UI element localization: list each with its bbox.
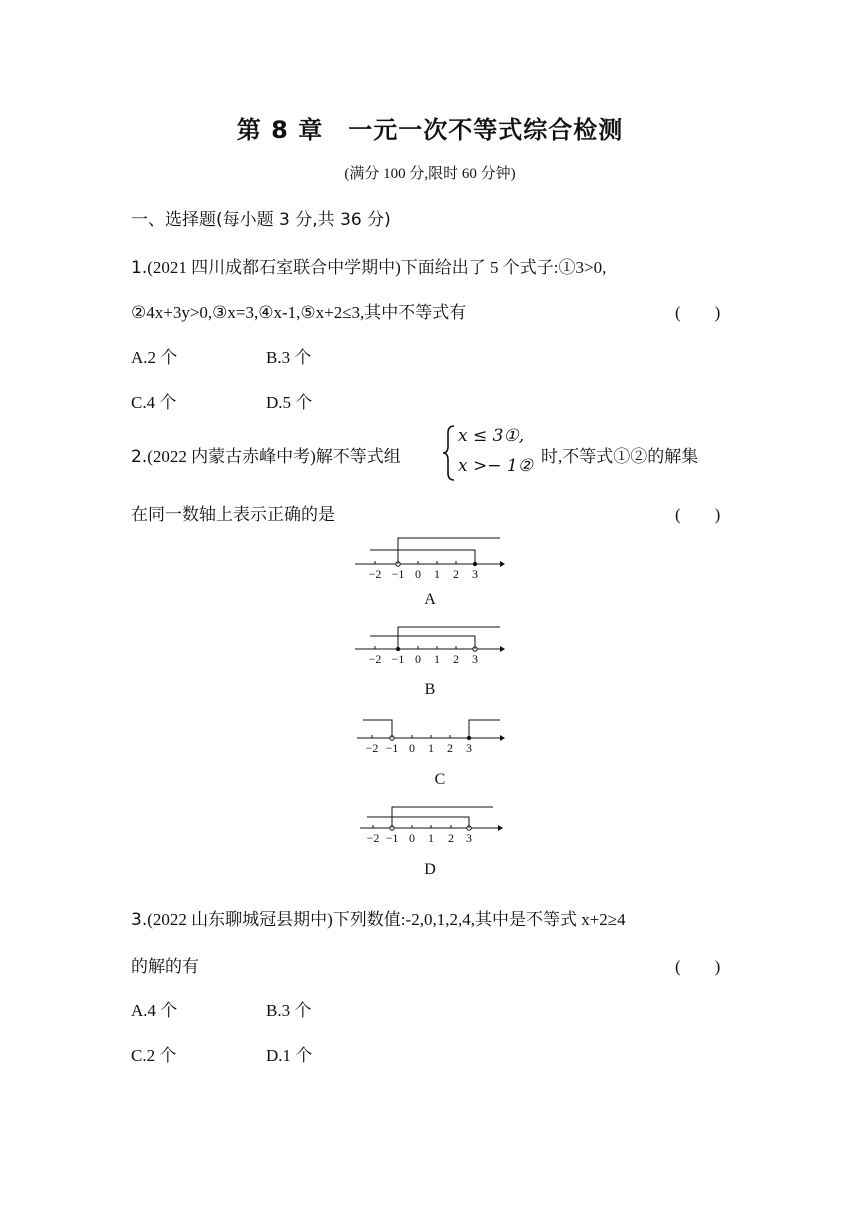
q1-answer-paren: ( ) xyxy=(675,303,721,322)
tick-label: 3 xyxy=(466,831,472,845)
q2-text-line2: 在同一数轴上表示正确的是 xyxy=(131,505,335,524)
ray-greater-than-minus-1 xyxy=(398,627,500,649)
tick-label: 1 xyxy=(434,652,440,666)
q3-option-c[interactable]: C.2 个 xyxy=(131,1046,177,1065)
q3-number: 3. xyxy=(131,910,148,930)
q2-line1-prefix xyxy=(131,442,401,467)
q1-option-b[interactable]: B.3 个 xyxy=(266,348,312,367)
tick-label: 2 xyxy=(447,741,453,755)
axis-arrow xyxy=(498,825,503,831)
q1-text-line1: (2021 四川成都石室联合中学期中)下面给出了 5 个式子:①3>0, xyxy=(147,258,607,277)
number-line-b xyxy=(350,621,510,676)
axis-arrow xyxy=(500,735,505,741)
q1-option-c[interactable]: C.4 个 xyxy=(131,393,177,412)
tick-label: −1 xyxy=(391,652,405,666)
ray-greater-than-minus-1 xyxy=(398,538,500,564)
q1-line1 xyxy=(131,253,606,278)
axis-arrow xyxy=(500,561,505,567)
tick-label: −1 xyxy=(385,831,399,845)
q1-text-line2: ②4x+3y>0,③x=3,④x-1,⑤x+2≤3,其中不等式有 xyxy=(131,303,467,322)
q1-number: 1. xyxy=(131,258,148,278)
q3-line1 xyxy=(131,905,626,930)
caption-d[interactable]: D xyxy=(424,861,436,878)
q2-system-inequality-1: x ≤ 3①, xyxy=(458,426,525,446)
number-line-c xyxy=(355,713,515,768)
q3-option-a[interactable]: A.4 个 xyxy=(131,1001,178,1020)
number-line-d xyxy=(355,801,515,856)
tick-label: 3 xyxy=(472,567,478,581)
tick-label: 1 xyxy=(428,831,434,845)
q3-text-line2: 的解的有 xyxy=(131,957,199,976)
tick-label: −2 xyxy=(368,652,382,666)
q1-option-d[interactable]: D.5 个 xyxy=(266,393,313,412)
axis-arrow xyxy=(500,646,505,652)
caption-b[interactable]: B xyxy=(424,681,436,698)
tick-label: 1 xyxy=(434,567,440,581)
tick-label: 3 xyxy=(466,741,472,755)
page-subtitle: (满分 100 分,限时 60 分钟) xyxy=(344,166,516,182)
tick-label: 2 xyxy=(453,567,459,581)
ray-less-equal-3 xyxy=(370,636,475,649)
caption-c[interactable]: C xyxy=(434,771,446,788)
tick-label: 1 xyxy=(428,741,434,755)
tick-label: −1 xyxy=(385,741,399,755)
number-line-a xyxy=(350,530,510,585)
ray-less-than-minus-1 xyxy=(363,720,392,738)
q3-text-line1: (2022 山东聊城冠县期中)下列数值:-2,0,1,2,4,其中是不等式 x+2≥4 xyxy=(147,910,626,929)
section-heading: 一、选择题(每小题 3 分,共 36 分) xyxy=(131,210,391,230)
q2-text-prefix: (2022 内蒙古赤峰中考)解不等式组 xyxy=(147,447,401,466)
q2-number: 2. xyxy=(131,447,148,467)
tick-label: −1 xyxy=(391,567,405,581)
tick-label: −2 xyxy=(365,741,379,755)
q2-text-suffix: 时,不等式①②的解集 xyxy=(541,447,699,466)
tick-label: −2 xyxy=(366,831,380,845)
ray-less-equal-3 xyxy=(370,550,475,564)
tick-label: 0 xyxy=(409,741,415,755)
q1-option-a[interactable]: A.2 个 xyxy=(131,348,178,367)
tick-label: 0 xyxy=(409,831,415,845)
tick-label: 2 xyxy=(448,831,454,845)
tick-label: 0 xyxy=(415,652,421,666)
q2-answer-paren: ( ) xyxy=(675,505,721,524)
q3-option-b[interactable]: B.3 个 xyxy=(266,1001,312,1020)
tick-label: 0 xyxy=(415,567,421,581)
q3-answer-paren: ( ) xyxy=(675,957,721,976)
tick-label: −2 xyxy=(368,567,382,581)
tick-label: 3 xyxy=(472,652,478,666)
q3-option-d[interactable]: D.1 个 xyxy=(266,1046,313,1065)
ray-less-equal-3 xyxy=(367,817,469,828)
page-title: 第 8 章 一元一次不等式综合检测 xyxy=(236,116,624,144)
tick-label: 2 xyxy=(453,652,459,666)
q2-system-inequality-2: x >− 1② xyxy=(458,456,533,476)
ray-greater-equal-3 xyxy=(469,720,500,738)
caption-a[interactable]: A xyxy=(424,591,436,608)
q2-system-brace xyxy=(442,424,456,482)
